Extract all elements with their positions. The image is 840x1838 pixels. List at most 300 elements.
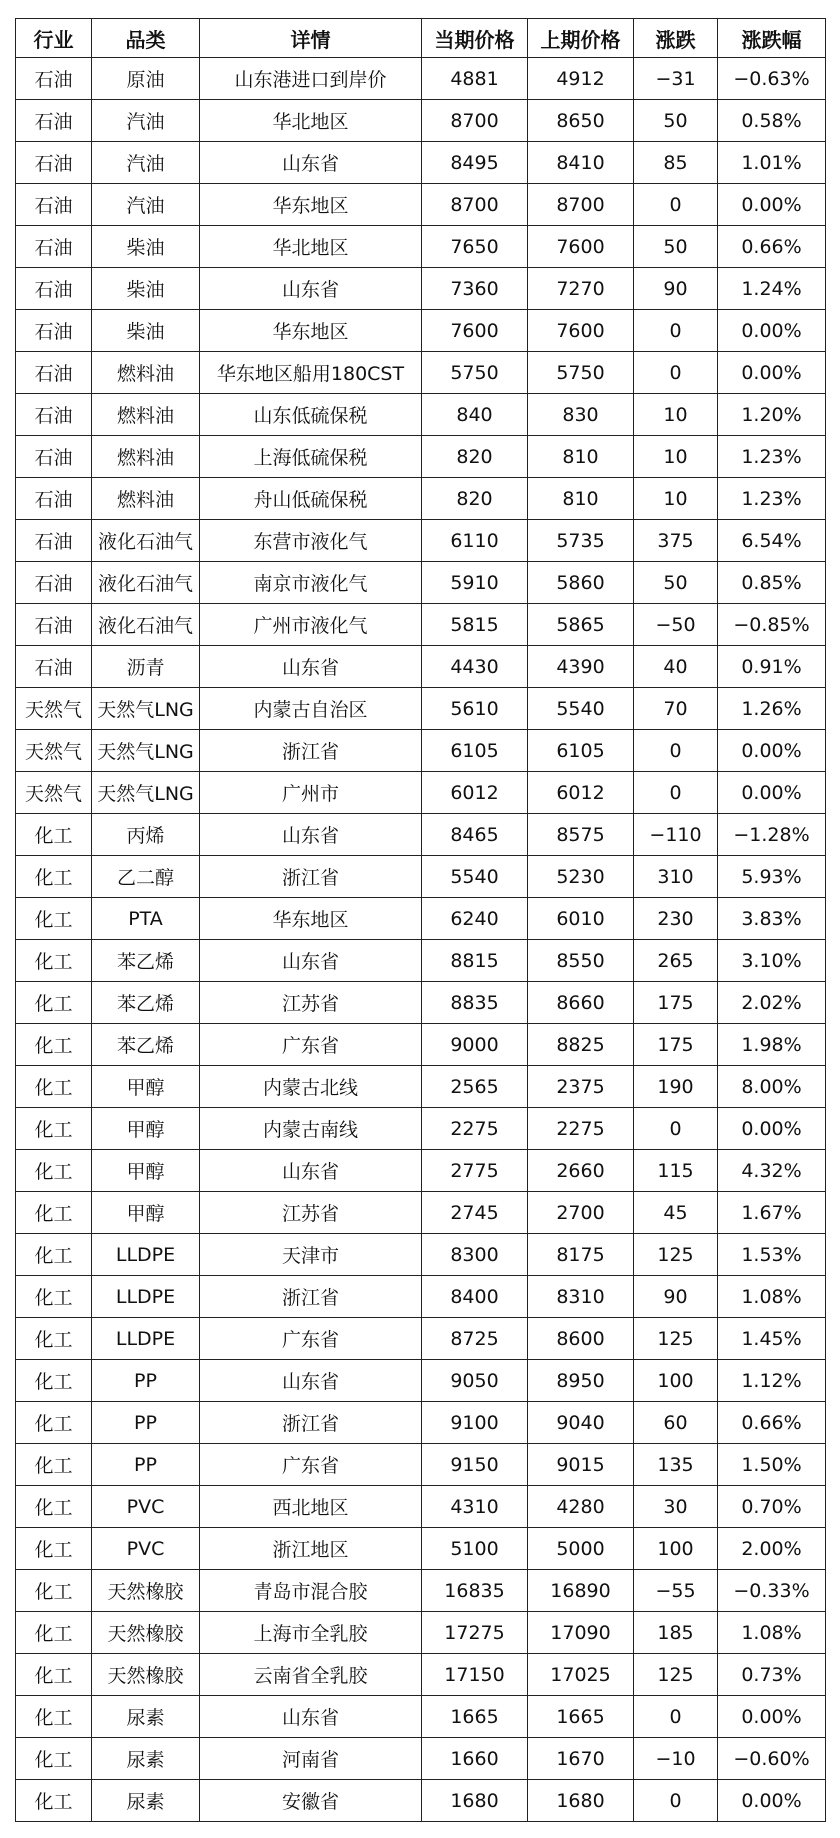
current-price-cell: 5815	[422, 604, 528, 646]
previous-price-cell: 8600	[528, 1318, 634, 1360]
table-row	[16, 1318, 826, 1360]
table-row	[16, 58, 826, 100]
category-cell: 液化石油气	[92, 604, 200, 646]
previous-price-cell: 17090	[528, 1612, 634, 1654]
detail-cell: 内蒙古北线	[200, 1066, 422, 1108]
category-cell: 甲醇	[92, 1150, 200, 1192]
category-cell: 液化石油气	[92, 520, 200, 562]
change-percent-cell: 1.23%	[718, 436, 826, 478]
detail-cell: 华北地区	[200, 226, 422, 268]
table-row	[16, 1066, 826, 1108]
change-percent-cell: −0.63%	[718, 58, 826, 100]
table-row	[16, 646, 826, 688]
change-percent-cell: −0.85%	[718, 604, 826, 646]
change-percent-cell: −1.28%	[718, 814, 826, 856]
table-row	[16, 1738, 826, 1780]
table-row	[16, 310, 826, 352]
category-cell: 尿素	[92, 1738, 200, 1780]
industry-cell: 化工	[16, 898, 92, 940]
current-price-cell: 16835	[422, 1570, 528, 1612]
previous-price-cell: 5540	[528, 688, 634, 730]
detail-cell: 华东地区船用180CST	[200, 352, 422, 394]
industry-cell: 石油	[16, 646, 92, 688]
detail-cell: 山东省	[200, 646, 422, 688]
previous-price-cell: 8410	[528, 142, 634, 184]
industry-cell: 石油	[16, 394, 92, 436]
change-cell: 0	[634, 730, 718, 772]
industry-cell: 石油	[16, 436, 92, 478]
current-price-cell: 5540	[422, 856, 528, 898]
table-row	[16, 1570, 826, 1612]
detail-cell: 山东省	[200, 940, 422, 982]
table-row	[16, 520, 826, 562]
detail-cell: 广东省	[200, 1444, 422, 1486]
change-cell: 310	[634, 856, 718, 898]
detail-cell: 浙江地区	[200, 1528, 422, 1570]
industry-cell: 石油	[16, 352, 92, 394]
change-percent-cell: 2.00%	[718, 1528, 826, 1570]
detail-cell: 内蒙古自治区	[200, 688, 422, 730]
header-category: 品类	[92, 19, 200, 58]
industry-cell: 化工	[16, 1612, 92, 1654]
change-cell: 0	[634, 352, 718, 394]
previous-price-cell: 5860	[528, 562, 634, 604]
category-cell: 汽油	[92, 142, 200, 184]
previous-price-cell: 830	[528, 394, 634, 436]
industry-cell: 石油	[16, 604, 92, 646]
change-cell: 125	[634, 1654, 718, 1696]
header-detail: 详情	[200, 19, 422, 58]
current-price-cell: 9050	[422, 1360, 528, 1402]
category-cell: 尿素	[92, 1696, 200, 1738]
change-cell: 230	[634, 898, 718, 940]
industry-cell: 化工	[16, 1192, 92, 1234]
industry-cell: 化工	[16, 1318, 92, 1360]
industry-cell: 石油	[16, 226, 92, 268]
current-price-cell: 6105	[422, 730, 528, 772]
price-table-container	[15, 18, 826, 1822]
change-cell: 100	[634, 1360, 718, 1402]
industry-cell: 化工	[16, 1024, 92, 1066]
detail-cell: 浙江省	[200, 856, 422, 898]
change-percent-cell: 0.66%	[718, 226, 826, 268]
detail-cell: 东营市液化气	[200, 520, 422, 562]
category-cell: 天然气LNG	[92, 688, 200, 730]
change-percent-cell: 1.08%	[718, 1276, 826, 1318]
detail-cell: 内蒙古南线	[200, 1108, 422, 1150]
table-row	[16, 1654, 826, 1696]
category-cell: PTA	[92, 898, 200, 940]
previous-price-cell: 6010	[528, 898, 634, 940]
detail-cell: 华北地区	[200, 100, 422, 142]
industry-cell: 石油	[16, 478, 92, 520]
industry-cell: 天然气	[16, 772, 92, 814]
change-percent-cell: 0.73%	[718, 1654, 826, 1696]
previous-price-cell: 8175	[528, 1234, 634, 1276]
table-row	[16, 940, 826, 982]
detail-cell: 天津市	[200, 1234, 422, 1276]
category-cell: 甲醇	[92, 1192, 200, 1234]
industry-cell: 石油	[16, 562, 92, 604]
industry-cell: 石油	[16, 310, 92, 352]
current-price-cell: 2565	[422, 1066, 528, 1108]
change-percent-cell: 0.91%	[718, 646, 826, 688]
previous-price-cell: 6105	[528, 730, 634, 772]
change-percent-cell: 0.85%	[718, 562, 826, 604]
industry-cell: 化工	[16, 1108, 92, 1150]
table-row	[16, 1192, 826, 1234]
detail-cell: 西北地区	[200, 1486, 422, 1528]
current-price-cell: 1665	[422, 1696, 528, 1738]
change-percent-cell: 1.24%	[718, 268, 826, 310]
change-percent-cell: 0.00%	[718, 184, 826, 226]
change-percent-cell: 4.32%	[718, 1150, 826, 1192]
category-cell: PP	[92, 1402, 200, 1444]
industry-cell: 化工	[16, 1696, 92, 1738]
change-cell: 0	[634, 772, 718, 814]
change-cell: 135	[634, 1444, 718, 1486]
detail-cell: 云南省全乳胶	[200, 1654, 422, 1696]
previous-price-cell: 8550	[528, 940, 634, 982]
previous-price-cell: 8660	[528, 982, 634, 1024]
industry-cell: 石油	[16, 58, 92, 100]
change-percent-cell: 1.45%	[718, 1318, 826, 1360]
current-price-cell: 2275	[422, 1108, 528, 1150]
previous-price-cell: 2275	[528, 1108, 634, 1150]
current-price-cell: 8700	[422, 184, 528, 226]
table-row	[16, 604, 826, 646]
detail-cell: 山东省	[200, 1360, 422, 1402]
change-cell: 10	[634, 478, 718, 520]
previous-price-cell: 4390	[528, 646, 634, 688]
current-price-cell: 6110	[422, 520, 528, 562]
previous-price-cell: 1680	[528, 1780, 634, 1822]
category-cell: 燃料油	[92, 352, 200, 394]
category-cell: 柴油	[92, 268, 200, 310]
change-cell: 70	[634, 688, 718, 730]
detail-cell: 山东省	[200, 268, 422, 310]
detail-cell: 广东省	[200, 1318, 422, 1360]
category-cell: 沥青	[92, 646, 200, 688]
change-cell: 90	[634, 1276, 718, 1318]
industry-cell: 石油	[16, 142, 92, 184]
previous-price-cell: 8950	[528, 1360, 634, 1402]
industry-cell: 化工	[16, 1234, 92, 1276]
current-price-cell: 8300	[422, 1234, 528, 1276]
change-percent-cell: 0.66%	[718, 1402, 826, 1444]
current-price-cell: 9000	[422, 1024, 528, 1066]
change-cell: −10	[634, 1738, 718, 1780]
change-cell: 0	[634, 1696, 718, 1738]
change-cell: 265	[634, 940, 718, 982]
change-percent-cell: 1.50%	[718, 1444, 826, 1486]
previous-price-cell: 8575	[528, 814, 634, 856]
change-percent-cell: 3.10%	[718, 940, 826, 982]
change-cell: 50	[634, 100, 718, 142]
change-percent-cell: 0.70%	[718, 1486, 826, 1528]
previous-price-cell: 810	[528, 478, 634, 520]
table-row	[16, 1696, 826, 1738]
table-row	[16, 562, 826, 604]
current-price-cell: 9100	[422, 1402, 528, 1444]
previous-price-cell: 5750	[528, 352, 634, 394]
previous-price-cell: 4280	[528, 1486, 634, 1528]
change-cell: 125	[634, 1318, 718, 1360]
change-percent-cell: 0.00%	[718, 730, 826, 772]
table-row	[16, 394, 826, 436]
category-cell: 柴油	[92, 226, 200, 268]
previous-price-cell: 5865	[528, 604, 634, 646]
current-price-cell: 6240	[422, 898, 528, 940]
table-row	[16, 142, 826, 184]
change-cell: −55	[634, 1570, 718, 1612]
detail-cell: 华东地区	[200, 184, 422, 226]
change-cell: 0	[634, 310, 718, 352]
detail-cell: 上海市全乳胶	[200, 1612, 422, 1654]
current-price-cell: 8725	[422, 1318, 528, 1360]
category-cell: 苯乙烯	[92, 1024, 200, 1066]
header-change: 涨跌	[634, 19, 718, 58]
industry-cell: 石油	[16, 100, 92, 142]
change-cell: 45	[634, 1192, 718, 1234]
table-row	[16, 184, 826, 226]
category-cell: LLDPE	[92, 1234, 200, 1276]
table-row	[16, 1528, 826, 1570]
industry-cell: 天然气	[16, 688, 92, 730]
category-cell: 天然橡胶	[92, 1570, 200, 1612]
change-percent-cell: 0.00%	[718, 1780, 826, 1822]
change-percent-cell: 0.00%	[718, 1108, 826, 1150]
table-row	[16, 1780, 826, 1822]
previous-price-cell: 1670	[528, 1738, 634, 1780]
category-cell: 乙二醇	[92, 856, 200, 898]
table-header-row	[16, 19, 826, 58]
detail-cell: 华东地区	[200, 310, 422, 352]
change-percent-cell: 0.00%	[718, 310, 826, 352]
header-industry: 行业	[16, 19, 92, 58]
change-cell: 85	[634, 142, 718, 184]
table-row	[16, 898, 826, 940]
category-cell: 丙烯	[92, 814, 200, 856]
detail-cell: 广州市	[200, 772, 422, 814]
industry-cell: 化工	[16, 1486, 92, 1528]
current-price-cell: 2745	[422, 1192, 528, 1234]
industry-cell: 化工	[16, 1780, 92, 1822]
table-row	[16, 1402, 826, 1444]
change-cell: 10	[634, 436, 718, 478]
change-cell: 185	[634, 1612, 718, 1654]
change-percent-cell: 1.20%	[718, 394, 826, 436]
current-price-cell: 8835	[422, 982, 528, 1024]
table-row	[16, 1024, 826, 1066]
industry-cell: 化工	[16, 856, 92, 898]
header-change-percent: 涨跌幅	[718, 19, 826, 58]
table-body	[16, 58, 826, 1822]
detail-cell: 河南省	[200, 1738, 422, 1780]
current-price-cell: 8815	[422, 940, 528, 982]
table-row	[16, 730, 826, 772]
table-row	[16, 1108, 826, 1150]
detail-cell: 安徽省	[200, 1780, 422, 1822]
change-cell: 50	[634, 562, 718, 604]
change-percent-cell: 0.00%	[718, 352, 826, 394]
current-price-cell: 8400	[422, 1276, 528, 1318]
table-row	[16, 436, 826, 478]
detail-cell: 山东省	[200, 1150, 422, 1192]
detail-cell: 广州市液化气	[200, 604, 422, 646]
category-cell: PVC	[92, 1486, 200, 1528]
category-cell: LLDPE	[92, 1276, 200, 1318]
current-price-cell: 7600	[422, 310, 528, 352]
table-row	[16, 268, 826, 310]
change-cell: 0	[634, 1108, 718, 1150]
current-price-cell: 5100	[422, 1528, 528, 1570]
industry-cell: 化工	[16, 1360, 92, 1402]
current-price-cell: 4310	[422, 1486, 528, 1528]
change-percent-cell: 1.67%	[718, 1192, 826, 1234]
change-percent-cell: 5.93%	[718, 856, 826, 898]
current-price-cell: 6012	[422, 772, 528, 814]
detail-cell: 江苏省	[200, 982, 422, 1024]
current-price-cell: 8700	[422, 100, 528, 142]
change-cell: 10	[634, 394, 718, 436]
table-row	[16, 982, 826, 1024]
current-price-cell: 17150	[422, 1654, 528, 1696]
previous-price-cell: 8310	[528, 1276, 634, 1318]
current-price-cell: 5610	[422, 688, 528, 730]
category-cell: 柴油	[92, 310, 200, 352]
change-cell: 0	[634, 184, 718, 226]
category-cell: 汽油	[92, 184, 200, 226]
current-price-cell: 7650	[422, 226, 528, 268]
change-percent-cell: 1.01%	[718, 142, 826, 184]
change-percent-cell: 8.00%	[718, 1066, 826, 1108]
detail-cell: 浙江省	[200, 730, 422, 772]
current-price-cell: 5750	[422, 352, 528, 394]
previous-price-cell: 5000	[528, 1528, 634, 1570]
previous-price-cell: 9015	[528, 1444, 634, 1486]
category-cell: 天然气LNG	[92, 730, 200, 772]
current-price-cell: 1660	[422, 1738, 528, 1780]
detail-cell: 浙江省	[200, 1402, 422, 1444]
previous-price-cell: 2660	[528, 1150, 634, 1192]
current-price-cell: 8465	[422, 814, 528, 856]
industry-cell: 化工	[16, 1150, 92, 1192]
detail-cell: 华东地区	[200, 898, 422, 940]
detail-cell: 山东省	[200, 1696, 422, 1738]
category-cell: 甲醇	[92, 1108, 200, 1150]
detail-cell: 上海低硫保税	[200, 436, 422, 478]
change-percent-cell: 1.98%	[718, 1024, 826, 1066]
current-price-cell: 820	[422, 436, 528, 478]
change-percent-cell: 0.00%	[718, 772, 826, 814]
change-cell: 40	[634, 646, 718, 688]
detail-cell: 山东省	[200, 142, 422, 184]
table-row	[16, 1486, 826, 1528]
table-row	[16, 100, 826, 142]
industry-cell: 化工	[16, 1738, 92, 1780]
category-cell: 燃料油	[92, 436, 200, 478]
change-percent-cell: 3.83%	[718, 898, 826, 940]
table-row	[16, 1234, 826, 1276]
previous-price-cell: 2375	[528, 1066, 634, 1108]
industry-cell: 化工	[16, 1528, 92, 1570]
category-cell: LLDPE	[92, 1318, 200, 1360]
price-table	[15, 18, 826, 1822]
header-previous-price: 上期价格	[528, 19, 634, 58]
change-percent-cell: 1.23%	[718, 478, 826, 520]
industry-cell: 化工	[16, 1444, 92, 1486]
category-cell: 甲醇	[92, 1066, 200, 1108]
current-price-cell: 4881	[422, 58, 528, 100]
header-current-price: 当期价格	[422, 19, 528, 58]
change-cell: −50	[634, 604, 718, 646]
change-cell: 175	[634, 1024, 718, 1066]
change-percent-cell: 1.26%	[718, 688, 826, 730]
table-row	[16, 1150, 826, 1192]
change-cell: −31	[634, 58, 718, 100]
detail-cell: 南京市液化气	[200, 562, 422, 604]
industry-cell: 化工	[16, 1276, 92, 1318]
current-price-cell: 820	[422, 478, 528, 520]
table-row	[16, 478, 826, 520]
category-cell: 苯乙烯	[92, 940, 200, 982]
table-row	[16, 1360, 826, 1402]
industry-cell: 天然气	[16, 730, 92, 772]
previous-price-cell: 7600	[528, 226, 634, 268]
industry-cell: 化工	[16, 940, 92, 982]
current-price-cell: 8495	[422, 142, 528, 184]
table-row	[16, 1444, 826, 1486]
industry-cell: 化工	[16, 1066, 92, 1108]
detail-cell: 浙江省	[200, 1276, 422, 1318]
detail-cell: 青岛市混合胶	[200, 1570, 422, 1612]
change-cell: 175	[634, 982, 718, 1024]
category-cell: 天然橡胶	[92, 1612, 200, 1654]
industry-cell: 化工	[16, 1570, 92, 1612]
category-cell: PP	[92, 1360, 200, 1402]
change-percent-cell: −0.60%	[718, 1738, 826, 1780]
industry-cell: 化工	[16, 1654, 92, 1696]
change-cell: 50	[634, 226, 718, 268]
table-row	[16, 1276, 826, 1318]
current-price-cell: 4430	[422, 646, 528, 688]
previous-price-cell: 5735	[528, 520, 634, 562]
change-percent-cell: −0.33%	[718, 1570, 826, 1612]
change-cell: 375	[634, 520, 718, 562]
category-cell: PVC	[92, 1528, 200, 1570]
previous-price-cell: 6012	[528, 772, 634, 814]
change-percent-cell: 1.08%	[718, 1612, 826, 1654]
change-percent-cell: 2.02%	[718, 982, 826, 1024]
previous-price-cell: 17025	[528, 1654, 634, 1696]
change-cell: −110	[634, 814, 718, 856]
previous-price-cell: 7270	[528, 268, 634, 310]
previous-price-cell: 2700	[528, 1192, 634, 1234]
change-cell: 100	[634, 1528, 718, 1570]
current-price-cell: 2775	[422, 1150, 528, 1192]
change-cell: 115	[634, 1150, 718, 1192]
previous-price-cell: 8700	[528, 184, 634, 226]
industry-cell: 石油	[16, 184, 92, 226]
current-price-cell: 5910	[422, 562, 528, 604]
table-row	[16, 352, 826, 394]
industry-cell: 化工	[16, 982, 92, 1024]
category-cell: 燃料油	[92, 478, 200, 520]
detail-cell: 山东低硫保税	[200, 394, 422, 436]
previous-price-cell: 9040	[528, 1402, 634, 1444]
category-cell: PP	[92, 1444, 200, 1486]
